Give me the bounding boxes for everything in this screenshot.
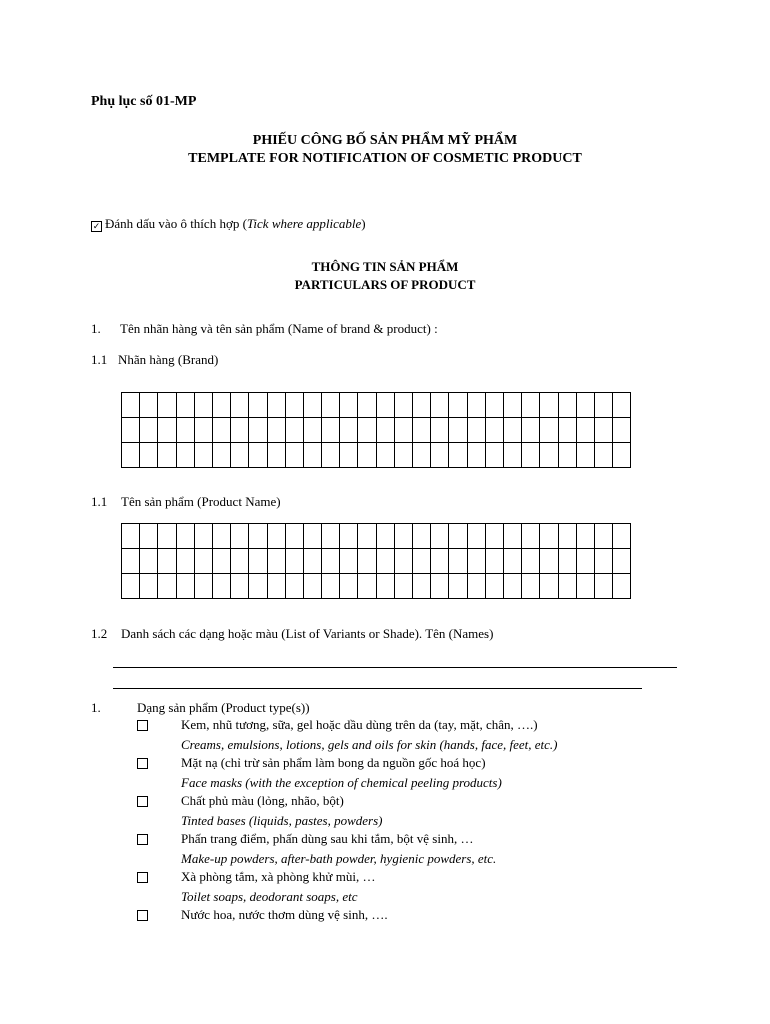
letter-box[interactable]: [122, 574, 140, 599]
item-1-2-label: Danh sách các dạng hoặc màu (List of Variants or Shade). Tên (Names): [121, 626, 494, 641]
letter-box[interactable]: [358, 549, 376, 574]
letter-box[interactable]: [122, 393, 140, 418]
letter-box[interactable]: [485, 524, 503, 549]
letter-box[interactable]: [413, 393, 431, 418]
product-type-vi: Chất phủ màu (lỏng, nhão, bột): [181, 793, 344, 808]
letter-box[interactable]: [176, 393, 194, 418]
letter-box[interactable]: [176, 549, 194, 574]
letter-box[interactable]: [558, 393, 576, 418]
letter-box[interactable]: [467, 574, 485, 599]
letter-box[interactable]: [303, 393, 321, 418]
letter-box[interactable]: [267, 443, 285, 468]
letter-box[interactable]: [576, 574, 594, 599]
letter-box[interactable]: [322, 574, 340, 599]
letter-box[interactable]: [558, 524, 576, 549]
letter-box[interactable]: [340, 549, 358, 574]
product-type-vi: Nước hoa, nước thơm dùng vệ sinh, ….: [181, 907, 388, 922]
product-type-checkbox[interactable]: [137, 758, 148, 769]
product-type-checkbox[interactable]: [137, 910, 148, 921]
letter-box[interactable]: [613, 549, 631, 574]
letter-box[interactable]: [431, 418, 449, 443]
letter-box[interactable]: [340, 524, 358, 549]
letter-box[interactable]: [231, 574, 249, 599]
letter-box[interactable]: [376, 393, 394, 418]
letter-box[interactable]: [303, 418, 321, 443]
letter-box[interactable]: [449, 443, 467, 468]
letter-box[interactable]: [285, 393, 303, 418]
letter-box[interactable]: [231, 418, 249, 443]
letter-box[interactable]: [485, 443, 503, 468]
product-type-en: Make-up powders, after-bath powder, hygienic powders, etc.: [181, 851, 497, 866]
letter-box[interactable]: [322, 549, 340, 574]
letter-box[interactable]: [158, 393, 176, 418]
letter-box[interactable]: [503, 549, 521, 574]
product-type-checkbox[interactable]: [137, 872, 148, 883]
letter-box[interactable]: [176, 443, 194, 468]
letter-box[interactable]: [558, 549, 576, 574]
letter-box[interactable]: [267, 524, 285, 549]
letter-box[interactable]: [594, 549, 612, 574]
letter-box[interactable]: [140, 524, 158, 549]
letter-box[interactable]: [576, 418, 594, 443]
letter-box[interactable]: [158, 549, 176, 574]
letter-box[interactable]: [522, 443, 540, 468]
letter-box[interactable]: [540, 443, 558, 468]
letter-box[interactable]: [376, 418, 394, 443]
letter-box[interactable]: [231, 549, 249, 574]
letter-box[interactable]: [540, 393, 558, 418]
tick-instruction-vi: Đánh dấu vào ô thích hợp (: [105, 216, 247, 231]
letter-box[interactable]: [194, 443, 212, 468]
letter-box[interactable]: [449, 574, 467, 599]
letter-box[interactable]: [122, 549, 140, 574]
letter-box[interactable]: [285, 418, 303, 443]
letter-box[interactable]: [449, 549, 467, 574]
letter-box[interactable]: [522, 393, 540, 418]
letter-box[interactable]: [594, 524, 612, 549]
letter-box[interactable]: [558, 443, 576, 468]
letter-box[interactable]: [431, 549, 449, 574]
letter-box[interactable]: [613, 574, 631, 599]
title-vietnamese: PHIẾU CÔNG BỐ SẢN PHẨM MỸ PHẨM: [252, 133, 518, 148]
letter-box[interactable]: [449, 524, 467, 549]
letter-box[interactable]: [576, 549, 594, 574]
letter-box[interactable]: [376, 524, 394, 549]
tick-instruction-en: Tick where applicable: [246, 216, 362, 231]
letter-box[interactable]: [467, 418, 485, 443]
letter-box[interactable]: [358, 393, 376, 418]
letter-box[interactable]: [249, 524, 267, 549]
letter-box[interactable]: [158, 418, 176, 443]
letter-box[interactable]: [122, 443, 140, 468]
letter-box[interactable]: [522, 574, 540, 599]
letter-box[interactable]: [212, 549, 230, 574]
letter-box[interactable]: [140, 574, 158, 599]
letter-box[interactable]: [303, 524, 321, 549]
letter-box[interactable]: [212, 418, 230, 443]
product-type-en: Creams, emulsions, lotions, gels and oils for skin (hands, face, feet, etc.): [181, 737, 558, 752]
section-heading-en: PARTICULARS OF PRODUCT: [294, 277, 476, 292]
product-type-checkbox[interactable]: [137, 796, 148, 807]
letter-box[interactable]: [340, 418, 358, 443]
letter-box[interactable]: [503, 393, 521, 418]
letter-box[interactable]: [249, 574, 267, 599]
tick-instruction: [91, 216, 366, 232]
letter-box[interactable]: [503, 443, 521, 468]
letter-box[interactable]: [485, 393, 503, 418]
letter-box[interactable]: [358, 524, 376, 549]
letter-box[interactable]: [267, 393, 285, 418]
item-1-1-product-name-label: Tên sản phẩm (Product Name): [121, 494, 281, 509]
checked-box-icon: ✓: [92, 221, 101, 231]
letter-box[interactable]: [394, 393, 412, 418]
letter-box[interactable]: [231, 393, 249, 418]
product-type-checkbox[interactable]: [137, 834, 148, 845]
letter-box[interactable]: [540, 574, 558, 599]
item-1-1-brand-number: 1.1: [91, 352, 108, 367]
letter-box[interactable]: [576, 524, 594, 549]
letter-box[interactable]: [267, 574, 285, 599]
letter-box[interactable]: [503, 418, 521, 443]
item-2-number: 1.: [91, 700, 101, 715]
letter-box[interactable]: [212, 574, 230, 599]
letter-box[interactable]: [540, 524, 558, 549]
letter-box[interactable]: [249, 549, 267, 574]
letter-box[interactable]: [413, 549, 431, 574]
letter-box[interactable]: [358, 574, 376, 599]
item-1-1-product-name-number: 1.1: [91, 494, 108, 509]
letter-box[interactable]: [176, 524, 194, 549]
letter-box[interactable]: [267, 418, 285, 443]
letter-box[interactable]: [249, 418, 267, 443]
variants-answer-line-1[interactable]: [113, 667, 677, 668]
letter-box[interactable]: [394, 524, 412, 549]
letter-box[interactable]: [376, 443, 394, 468]
product-type-checkbox[interactable]: [137, 720, 148, 731]
product-type-vi: Kem, nhũ tương, sữa, gel hoặc dầu dùng trên da (tay, mặt, chân, ….): [181, 717, 538, 732]
letter-box[interactable]: [140, 443, 158, 468]
item-1-2-number: 1.2: [91, 626, 108, 641]
letter-box[interactable]: [285, 574, 303, 599]
variants-answer-line-2[interactable]: [113, 688, 642, 689]
letter-box[interactable]: [613, 524, 631, 549]
letter-box[interactable]: [376, 549, 394, 574]
letter-box[interactable]: [194, 418, 212, 443]
letter-box[interactable]: [522, 418, 540, 443]
tick-instruction-close: ): [361, 216, 366, 231]
letter-box[interactable]: [158, 443, 176, 468]
letter-box[interactable]: [194, 574, 212, 599]
letter-box[interactable]: [394, 574, 412, 599]
letter-box[interactable]: [322, 393, 340, 418]
letter-box[interactable]: [431, 524, 449, 549]
letter-box[interactable]: [613, 418, 631, 443]
letter-box[interactable]: [467, 524, 485, 549]
letter-box[interactable]: [467, 393, 485, 418]
letter-box[interactable]: [413, 574, 431, 599]
letter-box[interactable]: [613, 443, 631, 468]
letter-box[interactable]: [413, 418, 431, 443]
letter-box[interactable]: [522, 524, 540, 549]
letter-box[interactable]: [522, 549, 540, 574]
letter-box[interactable]: [558, 418, 576, 443]
letter-box[interactable]: [485, 574, 503, 599]
product-type-en: Toilet soaps, deodorant soaps, etc: [181, 889, 358, 904]
item-1-number: 1.: [91, 321, 101, 336]
letter-box[interactable]: [558, 574, 576, 599]
product-type-vi: Xà phòng tắm, xà phòng khử mùi, …: [181, 869, 376, 884]
letter-box[interactable]: [394, 549, 412, 574]
product-name-letter-grid[interactable]: [121, 523, 631, 599]
letter-box[interactable]: [413, 524, 431, 549]
letter-box[interactable]: [340, 574, 358, 599]
letter-box[interactable]: [140, 549, 158, 574]
letter-box[interactable]: [194, 549, 212, 574]
letter-box[interactable]: [485, 549, 503, 574]
letter-box[interactable]: [594, 418, 612, 443]
letter-box[interactable]: [485, 418, 503, 443]
section-heading-vi: THÔNG TIN SẢN PHẨM: [311, 259, 459, 274]
letter-box[interactable]: [540, 549, 558, 574]
letter-box[interactable]: [394, 418, 412, 443]
letter-box[interactable]: [449, 418, 467, 443]
letter-box[interactable]: [413, 443, 431, 468]
letter-box[interactable]: [467, 549, 485, 574]
letter-box[interactable]: [303, 574, 321, 599]
letter-box[interactable]: [303, 549, 321, 574]
letter-box[interactable]: [467, 443, 485, 468]
letter-box[interactable]: [249, 443, 267, 468]
letter-box[interactable]: [576, 443, 594, 468]
letter-box[interactable]: [322, 418, 340, 443]
product-type-vi: Mặt nạ (chỉ trừ sản phẩm làm bong da nguồn gốc hoá học): [181, 755, 486, 770]
letter-box[interactable]: [122, 418, 140, 443]
item-1-label: Tên nhãn hàng và tên sản phẩm (Name of brand & product) :: [120, 321, 438, 336]
letter-box[interactable]: [449, 393, 467, 418]
letter-box[interactable]: [231, 524, 249, 549]
letter-box[interactable]: [212, 393, 230, 418]
letter-box[interactable]: [231, 443, 249, 468]
letter-box[interactable]: [503, 524, 521, 549]
letter-box[interactable]: [140, 418, 158, 443]
letter-box[interactable]: [158, 524, 176, 549]
letter-box[interactable]: [594, 393, 612, 418]
letter-box[interactable]: [340, 443, 358, 468]
letter-box[interactable]: [613, 393, 631, 418]
letter-box[interactable]: [376, 574, 394, 599]
letter-box[interactable]: [576, 393, 594, 418]
letter-box[interactable]: [594, 443, 612, 468]
letter-box[interactable]: [540, 418, 558, 443]
letter-box[interactable]: [176, 574, 194, 599]
letter-box[interactable]: [285, 549, 303, 574]
letter-box[interactable]: [285, 443, 303, 468]
letter-box[interactable]: [431, 393, 449, 418]
letter-box[interactable]: [122, 524, 140, 549]
letter-box[interactable]: [322, 443, 340, 468]
letter-box[interactable]: [394, 443, 412, 468]
letter-box[interactable]: [267, 549, 285, 574]
product-type-vi: Phấn trang điểm, phấn dùng sau khi tắm, bột vệ sinh, …: [181, 831, 474, 846]
letter-box[interactable]: [140, 393, 158, 418]
letter-box[interactable]: [503, 574, 521, 599]
letter-box[interactable]: [176, 418, 194, 443]
letter-box[interactable]: [285, 524, 303, 549]
letter-box[interactable]: [194, 524, 212, 549]
title-english: TEMPLATE FOR NOTIFICATION OF COSMETIC PRODUCT: [188, 151, 582, 166]
letter-box[interactable]: [594, 574, 612, 599]
letter-box[interactable]: [194, 393, 212, 418]
letter-box[interactable]: [431, 443, 449, 468]
letter-box[interactable]: [212, 524, 230, 549]
letter-box[interactable]: [303, 443, 321, 468]
item-2-label: Dạng sản phẩm (Product type(s)): [137, 700, 310, 715]
appendix-label: Phụ lục số 01-MP: [91, 94, 197, 109]
brand-letter-grid[interactable]: [121, 392, 631, 468]
letter-box[interactable]: [358, 443, 376, 468]
letter-box[interactable]: [158, 574, 176, 599]
letter-box[interactable]: [249, 393, 267, 418]
product-type-en: Face masks (with the exception of chemical peeling products): [181, 775, 502, 790]
letter-box[interactable]: [322, 524, 340, 549]
letter-box[interactable]: [431, 574, 449, 599]
letter-box[interactable]: [358, 418, 376, 443]
letter-box[interactable]: [340, 393, 358, 418]
item-1-1-brand-label: Nhãn hàng (Brand): [118, 352, 219, 367]
product-type-en: Tinted bases (liquids, pastes, powders): [181, 813, 383, 828]
letter-box[interactable]: [212, 443, 230, 468]
